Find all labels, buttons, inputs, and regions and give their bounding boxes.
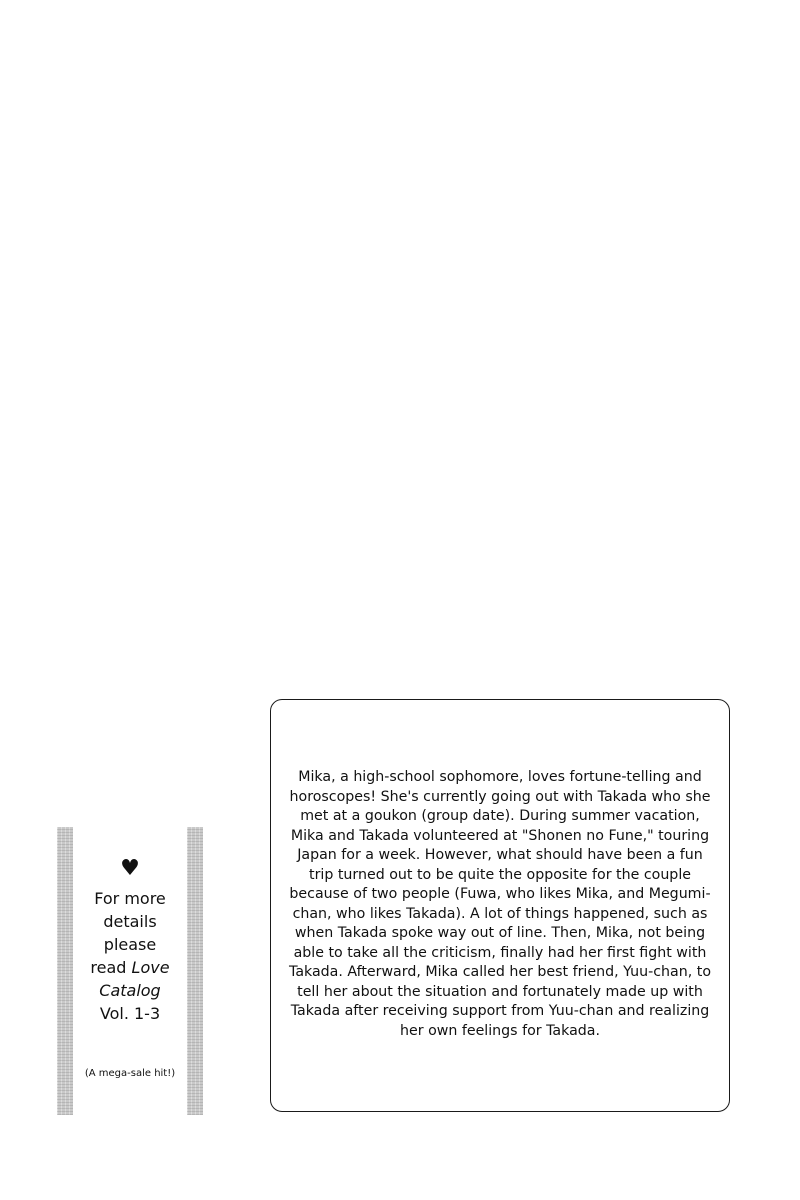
note-line: For more xyxy=(94,889,166,908)
series-title-love: Love xyxy=(131,958,170,977)
note-line: please xyxy=(103,935,157,954)
heart-icon: ♥ xyxy=(120,856,140,881)
note-line xyxy=(75,956,185,979)
recommendation-sidebar xyxy=(57,827,203,1115)
synopsis-text: Mika, a high-school sophomore, loves fortune-telling and horoscopes! She's currently going out with Takada who she met at a goukon (group date). During summer vacation, Mika and Takada volunteered at "Shonen no Fune," touring Japan for a week. However, what should have been a fun trip turned out to be quite the opposite for the couple because of two people (Fuwa, who likes Mika, and Megumi-chan, who likes Takada). A lot of things happened, such as when Takada spoke way out of line. Then, Mika, not being able to take all the criticism, finally had her first fight with Takada. Afterward, Mika called her best friend, Yuu-chan, to tell her about the situation and fortunately made up with Takada after receiving support from Yuu-chan and realizing her own feelings for Takada. xyxy=(289,769,711,1039)
note-line: details xyxy=(103,912,157,931)
volume-range: Vol. 1-3 xyxy=(99,1004,161,1023)
series-title-catalog: Catalog xyxy=(99,981,161,1000)
read-more-note xyxy=(75,887,185,1025)
note-line-prefix: read xyxy=(90,958,132,977)
mega-sale-tagline: (A mega-sale hit!) xyxy=(84,1068,176,1079)
synopsis-box xyxy=(270,699,730,1112)
